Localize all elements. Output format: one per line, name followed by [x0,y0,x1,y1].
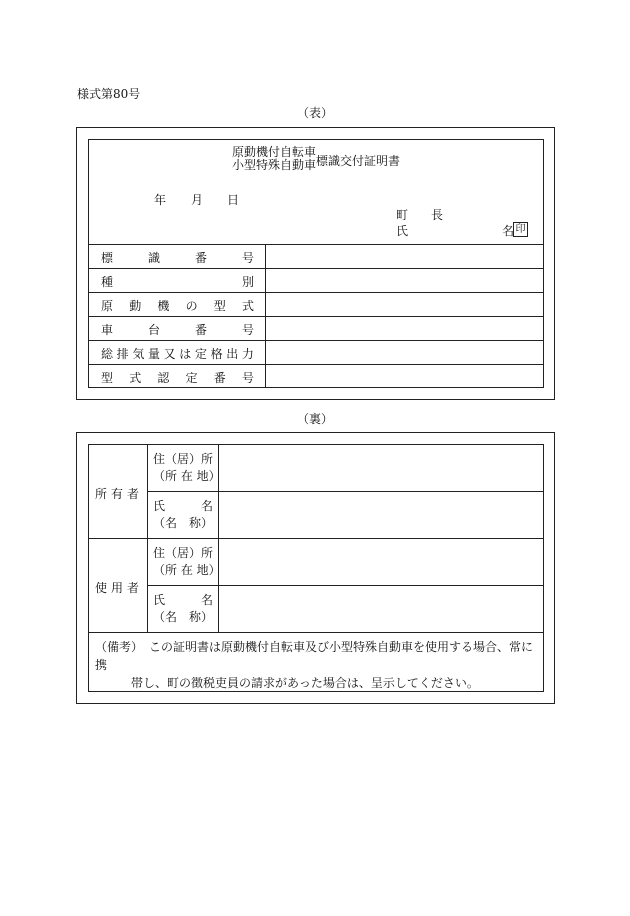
row-label-displacement-output [101,345,254,362]
row-label-char: 番 [213,371,226,385]
owner-group-label: 所有者 [95,487,144,501]
row-label-chassis-number [101,321,254,338]
certificate-title-types [232,146,316,172]
row-label-char: 車 [101,323,114,337]
date-day-label: 日 [227,193,240,207]
row-label-char: 番 [194,251,207,265]
row-label-char: 量 [147,347,160,361]
row-label-char: 認 [157,371,170,385]
row-label-char: 総 [101,347,114,361]
chassis-number-field[interactable] [266,317,543,340]
row-label-char: 番 [194,323,207,337]
row-label-char: 型 [101,371,114,385]
row-label-char: 排 [116,347,129,361]
row-label-char: 又 [163,347,176,361]
row-label-char: 気 [132,347,145,361]
issuer-name-right: 名 [502,224,515,238]
title-line-small-special: 小型特殊自動車 [232,158,317,172]
form-number: 様式第80号 [77,87,141,101]
row-label-char: 識 [147,251,160,265]
row-label-char: 定 [185,371,198,385]
row-label-char: 式 [241,299,254,313]
owner-name-field[interactable] [219,492,543,538]
row-label-engine-model [101,297,254,314]
row-label-char: 定 [194,347,207,361]
row-label-char: 号 [241,371,254,385]
row-label-char: 機 [157,299,170,313]
issuer-name-left: 氏 [396,224,409,238]
seal-mark-icon: 印 [513,222,528,237]
user-name-label: 氏 名 （名 称） [153,593,214,624]
row-label-char: 原 [101,299,114,313]
owner-address-label: 住（居）所 （所 在 地） [153,452,221,483]
date-year-label: 年 [154,193,167,207]
user-address-label: 住（居）所 （所 在 地） [153,546,221,577]
row-label-plate-number [101,249,254,266]
row-label-char: 種 [101,275,114,289]
owner-address-field[interactable] [219,445,543,491]
row-label-char: 動 [129,299,142,313]
row-label-char: 標 [101,251,114,265]
row-label-char: 号 [241,323,254,337]
row-label-char: 出 [226,347,239,361]
remarks-note [95,638,541,692]
plate-number-field[interactable] [266,245,543,268]
owner-name-label: 氏 名 （名 称） [153,499,214,530]
user-group-label: 使用者 [95,581,144,595]
row-label-char: 別 [241,275,254,289]
front-side-label: （表） [296,106,333,120]
row-label-char: 力 [241,347,254,361]
title-line-moped: 原動機付自転車 [232,145,317,159]
back-side-label: （裏） [296,412,333,426]
row-label-classification [101,273,254,290]
row-label-char: 式 [129,371,142,385]
row-label-char: 型 [213,299,226,313]
row-label-type-approval-number [101,369,254,386]
remarks-line-1: （備考） この証明書は原動機付自転車及び小型特殊自動車を使用する場合、常に携 [95,640,534,672]
type-approval-number-field[interactable] [266,365,543,388]
engine-model-field[interactable] [266,293,543,316]
remarks-line-2: 帯し、町の徴税吏員の請求があった場合は、呈示してください。 [131,676,479,690]
user-name-field[interactable] [219,586,543,632]
user-address-field[interactable] [219,539,543,585]
row-label-char: は [179,347,192,361]
row-label-char: 号 [241,251,254,265]
row-label-char: の [185,299,198,313]
certificate-title-suffix: 標識交付証明書 [316,154,401,168]
row-label-char: 格 [210,347,223,361]
classification-field[interactable] [266,269,543,292]
issuer-head-label: 長 [431,208,444,222]
date-month-label: 月 [191,193,204,207]
issuer-town-label: 町 [396,208,409,222]
displacement-output-field[interactable] [266,341,543,364]
row-label-char: 台 [147,323,160,337]
